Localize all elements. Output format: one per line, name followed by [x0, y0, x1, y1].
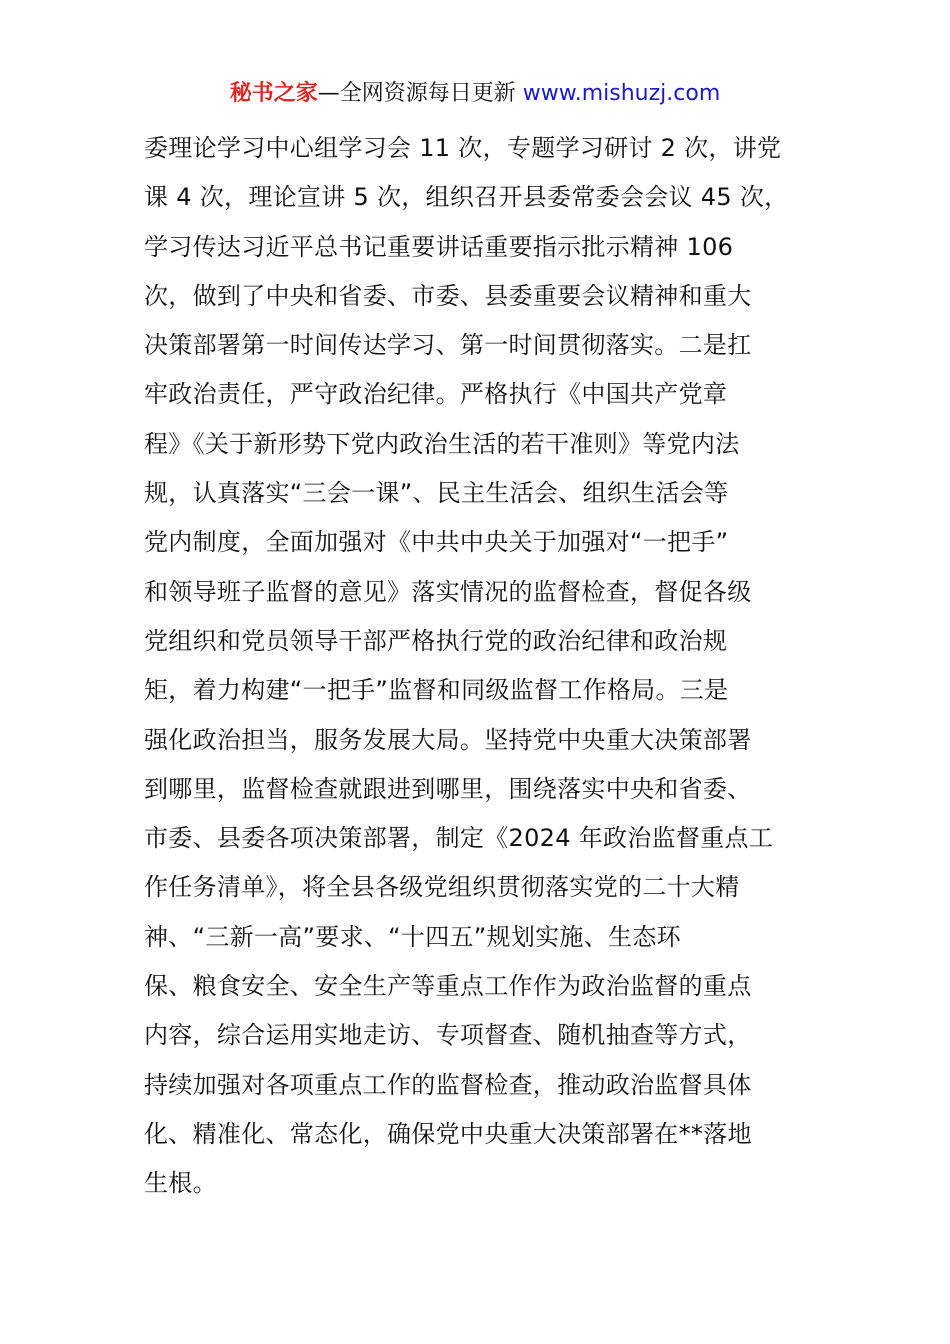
body-line: 和领导班子监督的意见》落实情况的监督检查，督促各级: [144, 577, 752, 606]
body-line: 次，做到了中央和省委、市委、县委重要会议精神和重大: [144, 281, 752, 310]
body-line: 持续加强对各项重点工作的监督检查，推动政治监督具体: [144, 1070, 752, 1099]
site-tagline: —全网资源每日更新: [317, 81, 516, 106]
site-url-link[interactable]: www.mishuzj.com: [522, 81, 721, 106]
document-body: [144, 124, 812, 1209]
site-header: [0, 78, 950, 110]
body-line: 化、精准化、常态化，确保党中央重大决策部署在**落地: [144, 1119, 752, 1148]
body-line: 矩，着力构建“一把手”监督和同级监督工作格局。三是: [144, 676, 729, 705]
body-line: 强化政治担当，服务发展大局。坚持党中央重大决策部署: [144, 725, 752, 754]
body-line: 党组织和党员领导干部严格执行党的政治纪律和政治规: [144, 626, 728, 655]
body-line: 保、粮食安全、安全生产等重点工作作为政治监督的重点: [144, 972, 752, 1001]
body-line: 生根。: [144, 1169, 217, 1198]
body-line: 到哪里，监督检查就跟进到哪里，围绕落实中央和省委、: [144, 774, 752, 803]
body-line: 课 4 次，理论宣讲 5 次，组织召开县委常委会会议 45 次，: [144, 183, 789, 212]
body-line: 党内制度，全面加强对《中共中央关于加强对“一把手”: [144, 528, 729, 557]
body-line: 规，认真落实“三会一课”、民主生活会、组织生活会等: [144, 479, 729, 508]
body-line: 委理论学习中心组学习会 11 次，专题学习研讨 2 次，讲党: [144, 134, 782, 162]
body-line: 学习传达习近平总书记重要讲话重要指示批示精神 106: [144, 232, 734, 261]
body-line: 牢政治责任，严守政治纪律。严格执行《中国共产党章: [144, 380, 728, 409]
site-brand: 秘书之家: [229, 81, 318, 106]
body-line: 神、“三新一高”要求、“十四五”规划实施、生态环: [144, 922, 681, 951]
body-line: 市委、县委各项决策部署，制定《2024 年政治监督重点工: [144, 824, 774, 853]
body-line: 程》《关于新形势下党内政治生活的若干准则》等党内法: [144, 429, 740, 458]
body-line: 决策部署第一时间传达学习、第一时间贯彻落实。二是扛: [144, 331, 752, 360]
body-line: 作任务清单》，将全县各级党组织贯彻落实党的二十大精: [144, 873, 740, 902]
body-line: 内容，综合运用实地走访、专项督查、随机抽查等方式，: [144, 1021, 752, 1050]
